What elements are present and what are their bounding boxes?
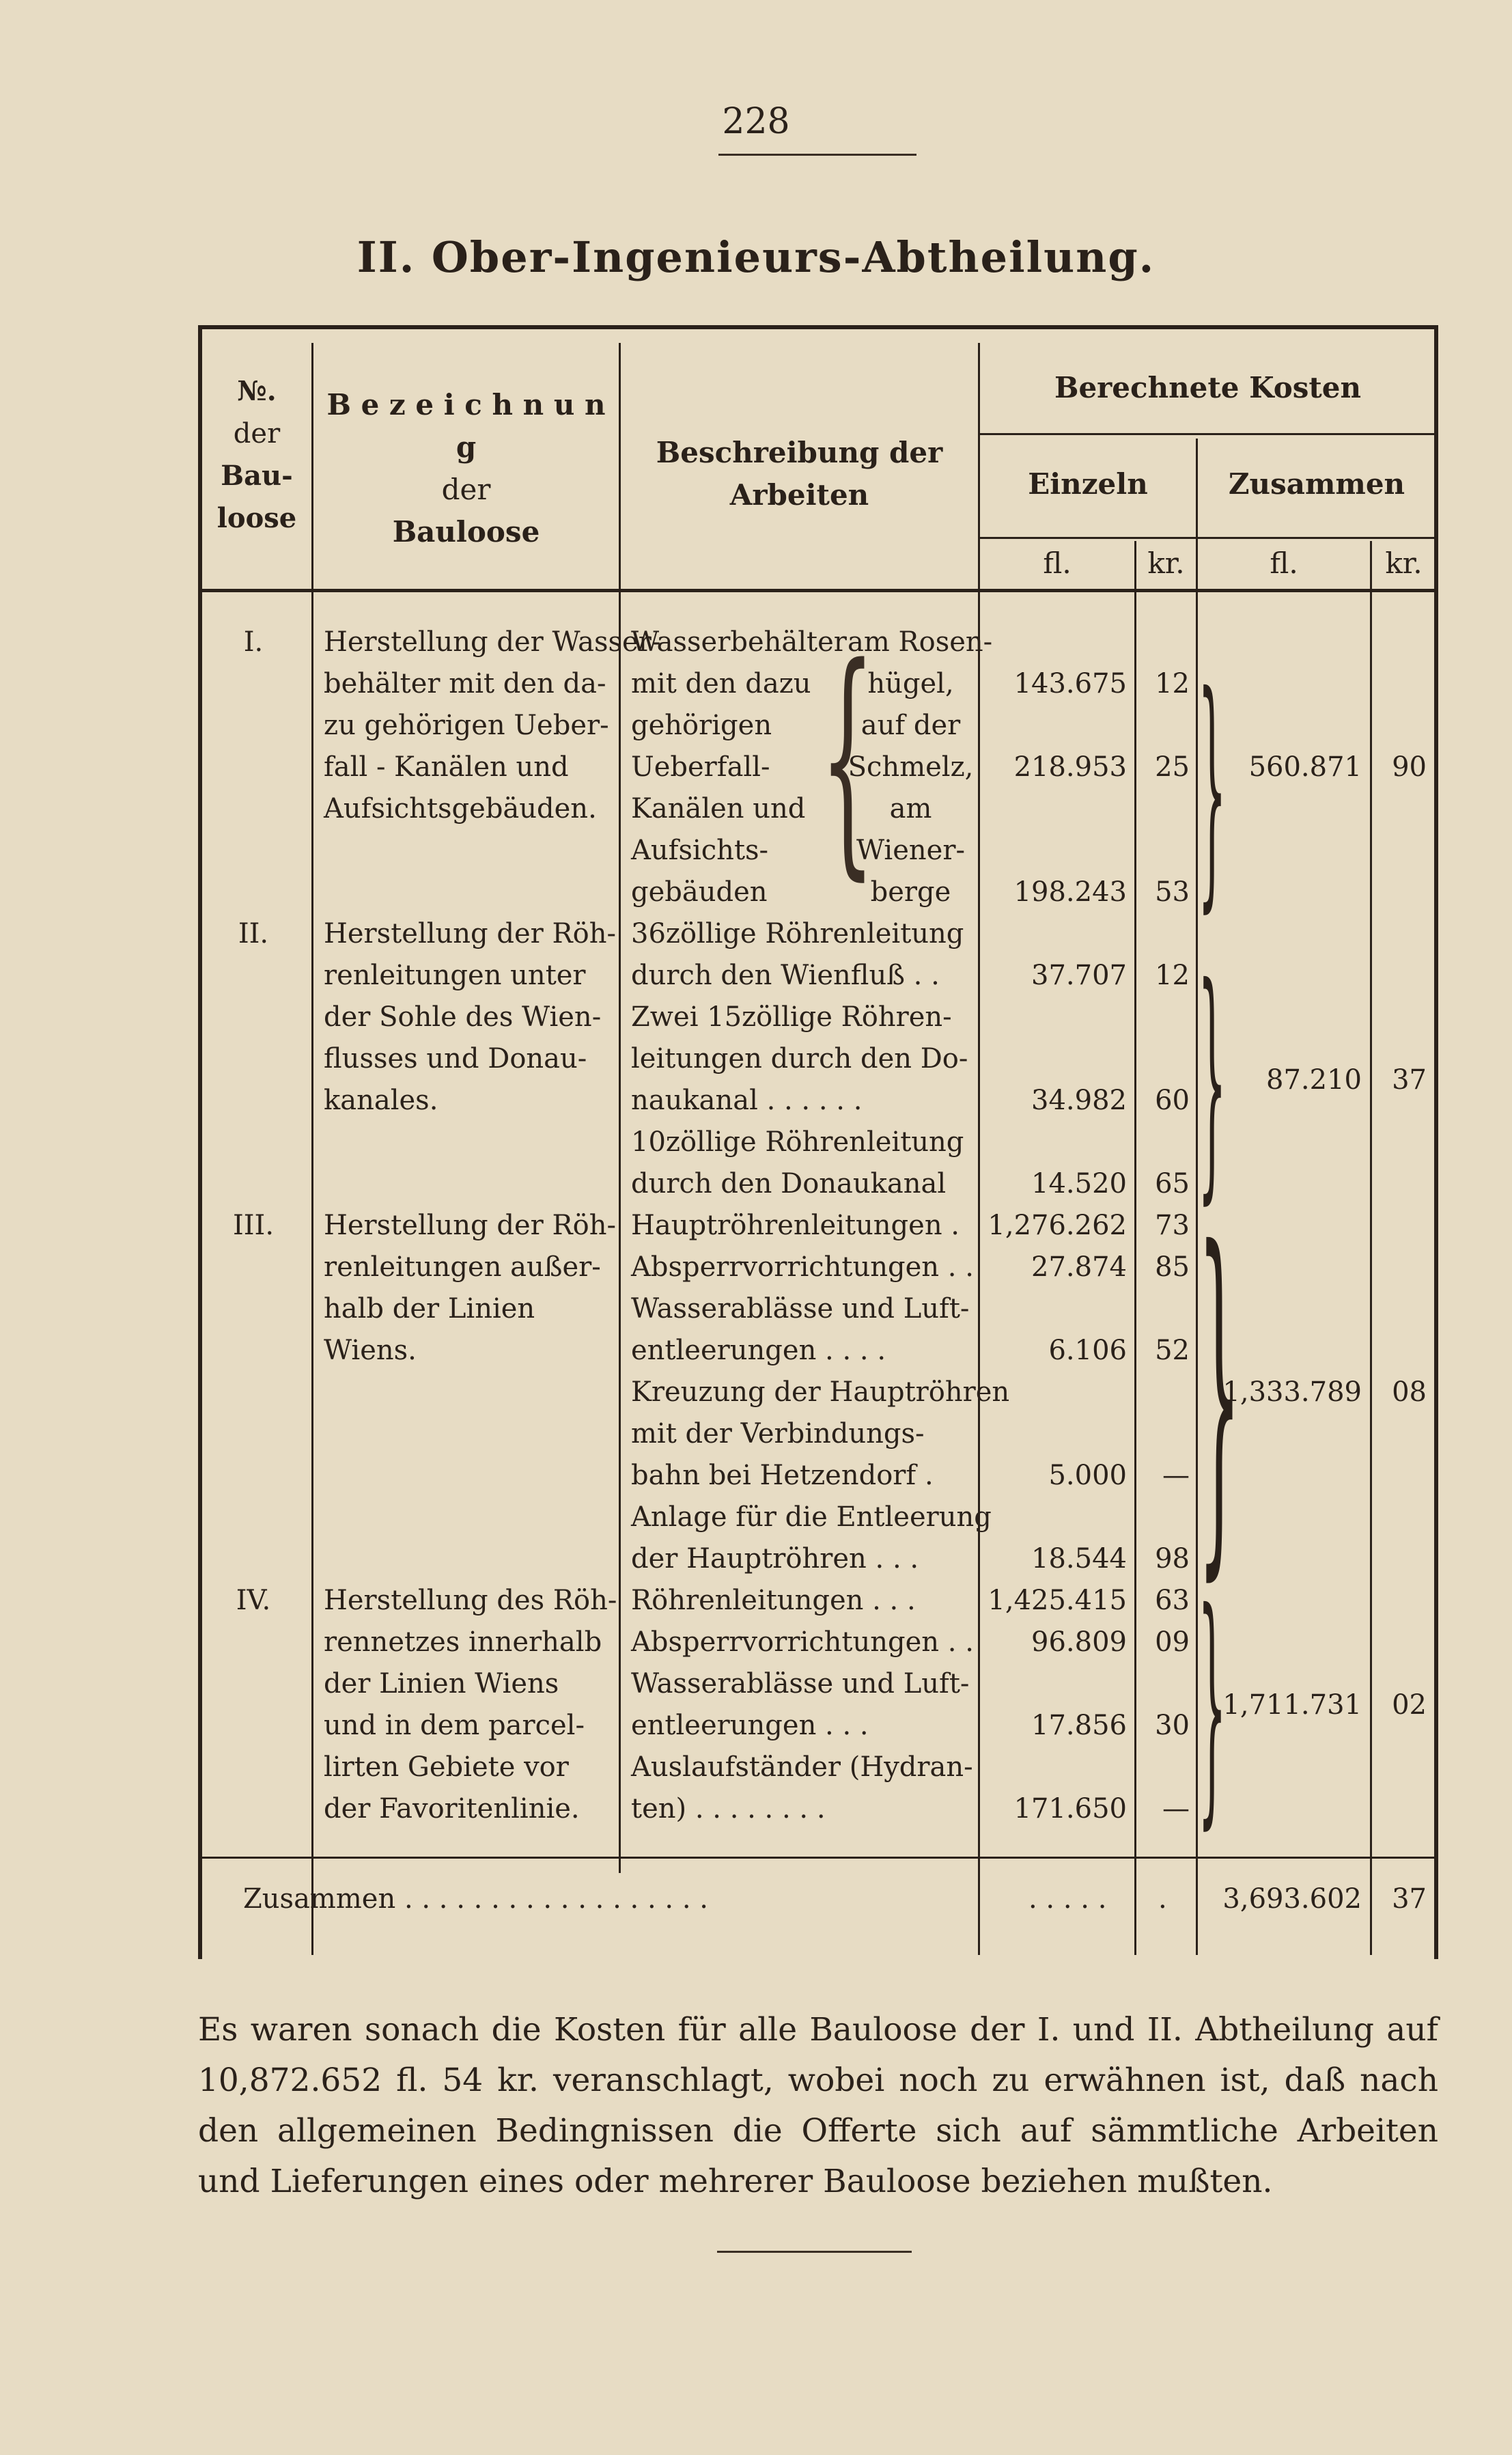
bezeichnung-line: der Sohle des Wien- <box>324 1001 602 1033</box>
header-no-line: loose <box>216 502 297 534</box>
beschreibung-line: Wasserablässe und Luft- <box>631 1293 970 1324</box>
zusammen-fl: 560.871 <box>1248 751 1362 783</box>
beschreibung-line: Kanälen und <box>631 793 806 824</box>
einzeln-fl: 6.106 <box>1048 1335 1127 1366</box>
einzeln-kr: 63 <box>1155 1585 1190 1616</box>
beschreibung-line: entleerungen . . . <box>631 1710 869 1741</box>
einzeln-fl: 18.544 <box>1031 1543 1127 1575</box>
beschreibung-line: durch den Wienfluß . . <box>631 960 940 991</box>
beschreibung-line: Absperrvorrichtungen . . <box>631 1626 974 1658</box>
beschreibung-line: leitungen durch den Do- <box>631 1043 968 1074</box>
total-rule <box>202 1857 1436 1859</box>
beschreibung-line: Zwei 15zöllige Röhren- <box>631 1001 952 1033</box>
header-rule-kosten <box>978 433 1436 435</box>
einzeln-kr: — <box>1162 1793 1190 1825</box>
bezeichnung-line: renleitungen unter <box>324 960 586 991</box>
total-einzeln-kr-dot: . <box>1158 1883 1167 1915</box>
sum-brace-icon: } <box>1198 643 1227 934</box>
header-bezeichnung-line: B e z e i c h n u n g <box>326 388 606 464</box>
cost-table <box>198 325 1438 1959</box>
einzeln-fl: 37.707 <box>1031 960 1127 991</box>
header-einzeln-kr: kr. <box>1147 546 1185 580</box>
beschreibung-line: Absperrvorrichtungen . . <box>631 1251 974 1283</box>
beschreibung-line: mit der Verbindungs- <box>631 1418 925 1450</box>
group-number: I. <box>243 626 264 658</box>
bezeichnung-line: Herstellung des Röh- <box>324 1585 617 1616</box>
einzeln-kr: 65 <box>1155 1168 1190 1199</box>
bezeichnung-line: rennetzes innerhalb <box>324 1626 602 1658</box>
zusammen-fl: 1,711.731 <box>1222 1689 1362 1721</box>
bezeichnung-line: renleitungen außer- <box>324 1251 601 1283</box>
beschreibung-line: bahn bei Hetzendorf . <box>631 1460 934 1491</box>
header-no-line: №. <box>237 375 277 407</box>
bezeichnung-line: Herstellung der Wasser- <box>324 626 661 658</box>
beschreibung-location-line: am Rosen- <box>848 626 993 658</box>
zusammen-fl: 1,333.789 <box>1222 1376 1362 1408</box>
bezeichnung-line: Herstellung der Röh- <box>324 918 616 949</box>
beschreibung-line: Auslaufständer (Hydran- <box>631 1751 973 1783</box>
bezeichnung-line: fall - Kanälen und <box>324 751 569 783</box>
location-brace-icon: { <box>820 615 876 901</box>
header-zusammen-fl: fl. <box>1270 546 1298 580</box>
einzeln-kr: 73 <box>1155 1210 1190 1241</box>
total-label: Zusammen . . . . . . . . . . . . . . . . . . <box>243 1883 708 1915</box>
beschreibung-location-line: am <box>889 793 932 824</box>
einzeln-kr: 30 <box>1155 1710 1190 1741</box>
einzeln-kr: 12 <box>1155 960 1190 991</box>
einzeln-kr: 52 <box>1155 1335 1190 1366</box>
col-divider-bezeichnung <box>619 343 621 1873</box>
zusammen-kr: 02 <box>1392 1689 1427 1721</box>
einzeln-kr: 25 <box>1155 751 1190 783</box>
sum-brace-icon: } <box>1198 934 1227 1225</box>
total-fl: 3,693.602 <box>1222 1883 1362 1915</box>
header-bezeichnung-line: Bauloose <box>392 515 540 549</box>
beschreibung-line: Kreuzung der Hauptröhren <box>631 1376 1010 1408</box>
beschreibung-line: der Hauptröhren . . . <box>631 1543 919 1575</box>
einzeln-fl: 14.520 <box>1031 1168 1127 1199</box>
header-zusammen: Zusammen <box>1228 467 1405 501</box>
bezeichnung-line: kanales. <box>324 1085 438 1116</box>
beschreibung-line: Röhrenleitungen . . . <box>631 1585 916 1616</box>
beschreibung-line: gehörigen <box>631 710 772 741</box>
zusammen-kr: 08 <box>1392 1376 1427 1408</box>
total-einzeln-dots: . . . . . <box>1028 1883 1107 1915</box>
beschreibung-line: 36zöllige Röhrenleitung <box>631 918 964 949</box>
total-kr: 37 <box>1392 1883 1427 1915</box>
einzeln-fl: 96.809 <box>1031 1626 1127 1658</box>
bezeichnung-line: halb der Linien <box>324 1293 535 1324</box>
header-rule-bottom <box>202 589 1436 592</box>
summary-paragraph: Es waren sonach die Kosten für alle Bauloose der I. und II. Abtheilung auf 10,872.652 fl. 54 kr. veranschlagt, wobei noch zu erwähnen ist, daß nach den allgemeinen Bedingnissen die Offerte sich auf sämmtliche Arbeiten und Lieferungen eines oder mehrerer Bauloose beziehen mußten. <box>198 2011 1438 2200</box>
header-no-line: der <box>233 418 281 449</box>
beschreibung-location-line: hügel, <box>867 668 954 699</box>
header-bezeichnung <box>313 384 619 553</box>
einzeln-kr: 85 <box>1155 1251 1190 1283</box>
beschreibung-line: Ueberfall- <box>631 751 770 783</box>
beschreibung-location-line: auf der <box>860 710 961 741</box>
beschreibung-line: Aufsichts- <box>631 835 769 866</box>
header-no-line: Bau- <box>221 460 293 492</box>
beschreibung-location-line: berge <box>870 876 951 908</box>
bezeichnung-line: zu gehörigen Ueber- <box>324 710 609 741</box>
page-number-rule <box>718 154 916 156</box>
end-rule <box>717 2251 912 2253</box>
sum-brace-icon: } <box>1198 1174 1241 1611</box>
einzeln-kr: 09 <box>1155 1626 1190 1658</box>
beschreibung-location-line: Schmelz, <box>848 751 974 783</box>
header-einzeln: Einzeln <box>1028 467 1148 501</box>
beschreibung-location-line: Wiener- <box>856 835 965 866</box>
page-number: 228 <box>722 101 790 142</box>
header-no <box>202 370 311 540</box>
beschreibung-line: entleerungen . . . . <box>631 1335 886 1366</box>
beschreibung-line: Wasserablässe und Luft- <box>631 1668 970 1700</box>
col-divider-no <box>311 343 313 1955</box>
section-title: II. Ober-Ingenieurs-Abtheilung. <box>356 232 1156 282</box>
group-number: III. <box>232 1210 275 1241</box>
header-beschreibung: Beschreibung der Arbeiten <box>656 436 943 512</box>
bezeichnung-line: der Linien Wiens <box>324 1668 559 1700</box>
einzeln-kr: 12 <box>1155 668 1190 699</box>
bezeichnung-line: flusses und Donau- <box>324 1043 587 1074</box>
header-zusammen-kr: kr. <box>1385 546 1423 580</box>
bezeichnung-line: lirten Gebiete vor <box>324 1751 569 1783</box>
sum-brace-icon: } <box>1198 1559 1227 1850</box>
bezeichnung-line: der Favoritenlinie. <box>324 1793 580 1825</box>
einzeln-fl: 34.982 <box>1031 1085 1127 1116</box>
zusammen-kr: 90 <box>1392 751 1427 783</box>
einzeln-kr: 98 <box>1155 1543 1190 1575</box>
group-number: II. <box>238 918 269 949</box>
einzeln-fl: 218.953 <box>1013 751 1127 783</box>
beschreibung-line: mit den dazu <box>631 668 811 699</box>
beschreibung-line: durch den Donaukanal <box>631 1168 947 1199</box>
header-einzeln-fl: fl. <box>1043 546 1072 580</box>
einzeln-fl: 5.000 <box>1048 1460 1127 1491</box>
bezeichnung-line: und in dem parcel- <box>324 1710 585 1741</box>
beschreibung-line: gebäuden <box>631 876 768 908</box>
beschreibung-line: Anlage für die Entleerung <box>631 1501 992 1533</box>
zusammen-kr: 37 <box>1392 1064 1427 1096</box>
zusammen-fl: 87.210 <box>1266 1064 1362 1096</box>
beschreibung-line: 10zöllige Röhrenleitung <box>631 1126 964 1158</box>
einzeln-fl: 143.675 <box>1013 668 1127 699</box>
bezeichnung-line: behälter mit den da- <box>324 668 606 699</box>
einzeln-fl: 1,425.415 <box>988 1585 1127 1616</box>
beschreibung-line: Wasserbehälter <box>631 626 847 658</box>
bezeichnung-line: Wiens. <box>324 1335 417 1366</box>
bezeichnung-line: Herstellung der Röh- <box>324 1210 616 1241</box>
einzeln-fl: 17.856 <box>1031 1710 1127 1741</box>
header-rule-einzeln <box>978 537 1436 539</box>
einzeln-kr: 60 <box>1155 1085 1190 1116</box>
einzeln-fl: 171.650 <box>1013 1793 1127 1825</box>
header-berechnete-kosten: Berechnete Kosten <box>1054 371 1362 404</box>
header-bezeichnung-line: der <box>441 473 491 506</box>
bezeichnung-line: Aufsichtsgebäuden. <box>324 793 597 824</box>
einzeln-fl: 1,276.262 <box>988 1210 1127 1241</box>
beschreibung-line: ten) . . . . . . . . <box>631 1793 826 1825</box>
group-number: IV. <box>236 1585 271 1616</box>
einzeln-kr: 53 <box>1155 876 1190 908</box>
beschreibung-line: naukanal . . . . . . <box>631 1085 863 1116</box>
einzeln-kr: — <box>1162 1460 1190 1491</box>
einzeln-fl: 198.243 <box>1013 876 1127 908</box>
beschreibung-line: Hauptröhrenleitungen . <box>631 1210 960 1241</box>
einzeln-fl: 27.874 <box>1031 1251 1127 1283</box>
